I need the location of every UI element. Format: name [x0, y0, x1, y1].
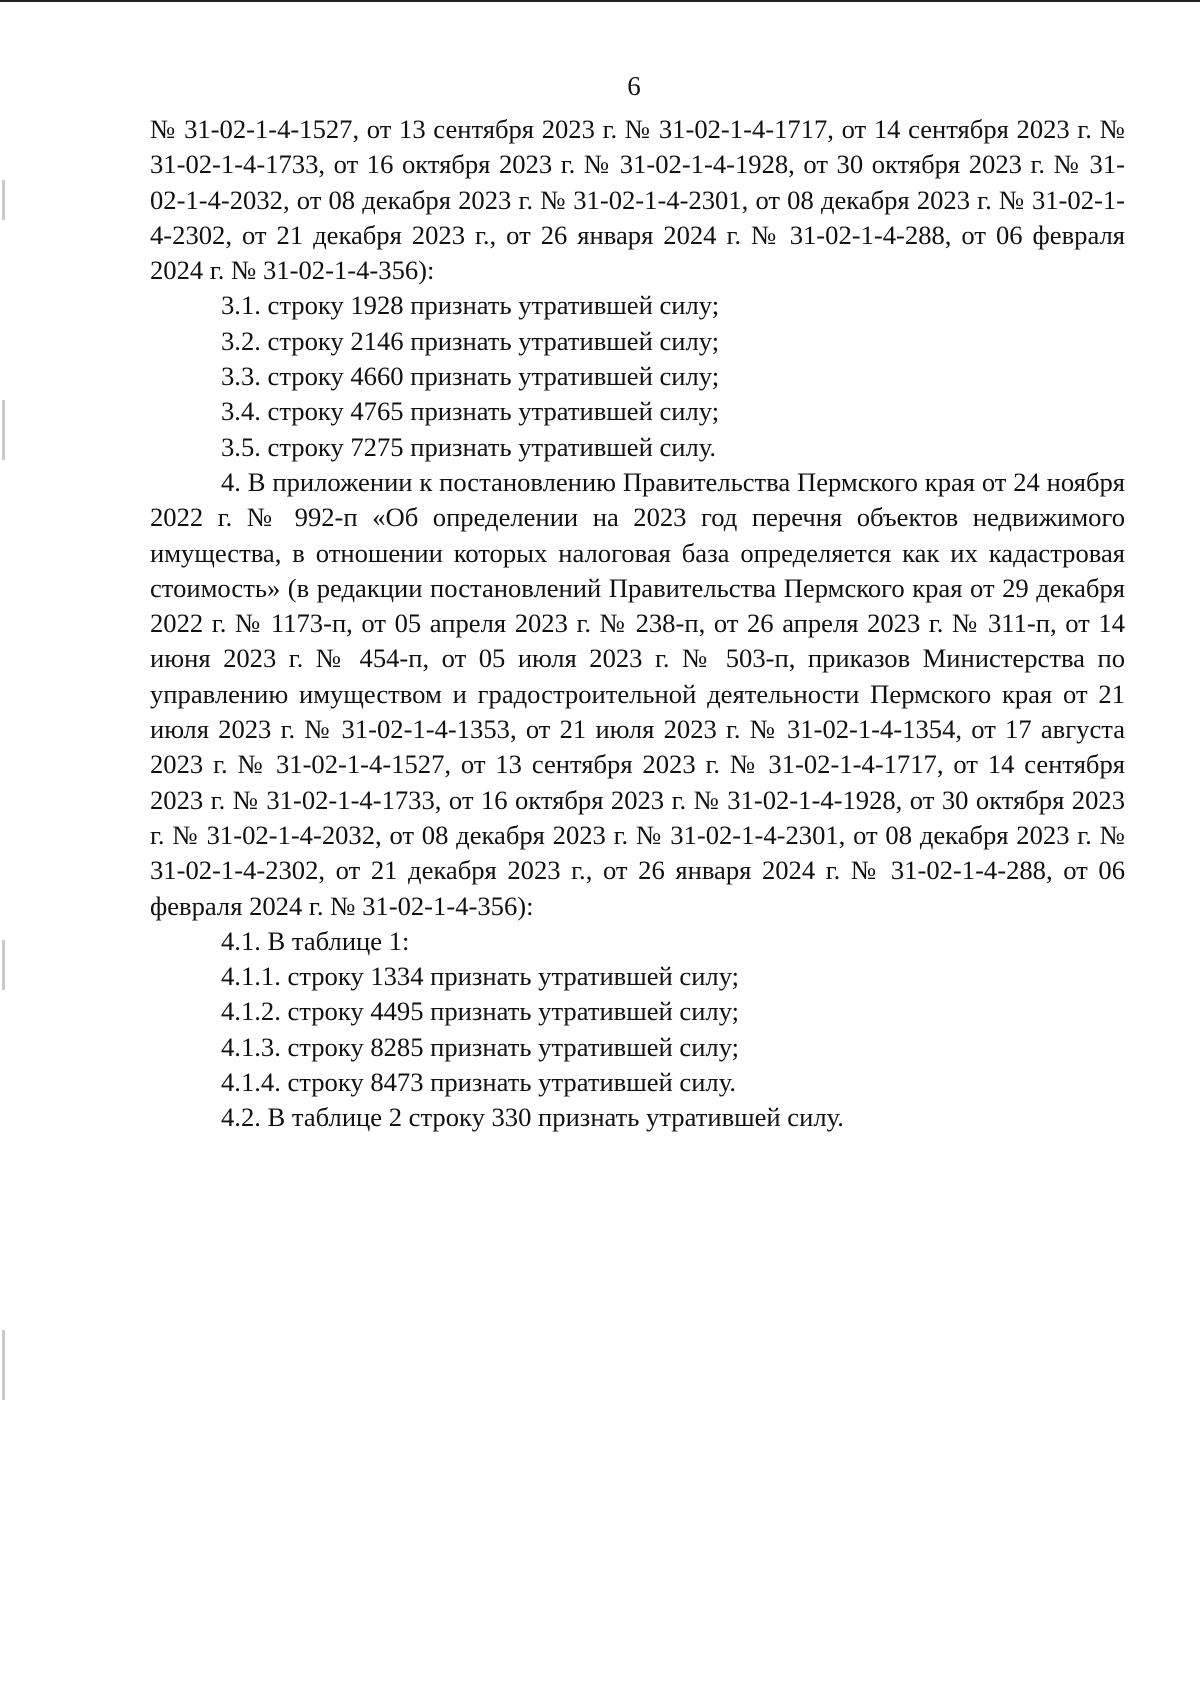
scan-margin-artifact — [2, 400, 5, 460]
list-item-3-2: 3.2. строку 2146 признать утратившей силу; — [221, 325, 720, 356]
list-item-3-4: 3.4. строку 4765 признать утратившей силу; — [221, 396, 720, 427]
continuation-paragraph: № 31-02-1-4-1527, от 13 сентября 2023 г. № 31-02-1-4-1717, от 14 сентября 2023 г. № 31-02-1-4-1733, от 16 октября 2023 г. № 31-02-1-4-1928, от 30 октября 2023 г. № 31-02-1-4-2032, от 08 декабря 2023 г. № 31-02-1-4-2301, от 08 декабря 2023 г. № 31-02-1-4-2302, от 21 декабря 2023 г., от 26 января 2024 г. № 31-02-1-4-288, от 06 февраля 2024 г. № 31-02-1-4-356): — [150, 114, 1125, 286]
list-item-4-1-1: 4.1.1. строку 1334 признать утратившей силу; — [221, 961, 740, 992]
page-number: 6 — [627, 71, 641, 101]
list-item-3-5: 3.5. строку 7275 признать утратившей силу. — [221, 431, 717, 462]
scan-margin-artifact — [2, 180, 5, 220]
scan-margin-artifact — [2, 1330, 5, 1400]
list-item-4-1-4: 4.1.4. строку 8473 признать утратившей силу. — [221, 1067, 736, 1098]
document-body — [150, 112, 1125, 1136]
list-item-4-1: 4.1. В таблице 1: — [221, 925, 410, 956]
section-4-paragraph: 4. В приложении к постановлению Правительства Пермского края от 24 ноября 2022 г. № 992-п «Об определении на 2023 год перечня объектов недвижимого имущества, в отношении которых налоговая база определяется как их кадастровая стоимость» (в редакции постановлений Правительства Пермского края от 29 декабря 2022 г. № 1173-п, от 05 апреля 2023 г. № 238-п, от 26 апреля 2023 г. № 311-п, от 14 июня 2023 г. № 454-п, от 05 июля 2023 г. № 503-п, приказов Министерства по управлению имуществом и градостроительной деятельности Пермского края от 21 июля 2023 г. № 31-02-1-4-1353, от 21 июля 2023 г. № 31-02-1-4-1354, от 17 августа 2023 г. № 31-02-1-4-1527, от 13 сентября 2023 г. № 31-02-1-4-1717, от 14 сентября 2023 г. № 31-02-1-4-1733, от 16 октября 2023 г. № 31-02-1-4-1928, от 30 октября 2023 г. № 31-02-1-4-2032, от 08 декабря 2023 г. № 31-02-1-4-2301, от 08 декабря 2023 г. № 31-02-1-4-2302, от 21 декабря 2023 г., от 26 января 2024 г. № 31-02-1-4-288, от 06 февраля 2024 г. № 31-02-1-4-356): — [150, 466, 1125, 921]
list-item-4-1-2: 4.1.2. строку 4495 признать утратившей силу; — [221, 996, 740, 1027]
scan-margin-artifact — [2, 940, 5, 990]
list-item-3-3: 3.3. строку 4660 признать утратившей силу; — [221, 361, 720, 392]
list-item-4-1-3: 4.1.3. строку 8285 признать утратившей силу; — [221, 1031, 740, 1062]
list-item-4-2: 4.2. В таблице 2 строку 330 признать утратившей силу. — [221, 1102, 844, 1133]
list-item-3-1: 3.1. строку 1928 признать утратившей силу; — [221, 290, 720, 321]
scan-top-edge — [0, 0, 1200, 2]
